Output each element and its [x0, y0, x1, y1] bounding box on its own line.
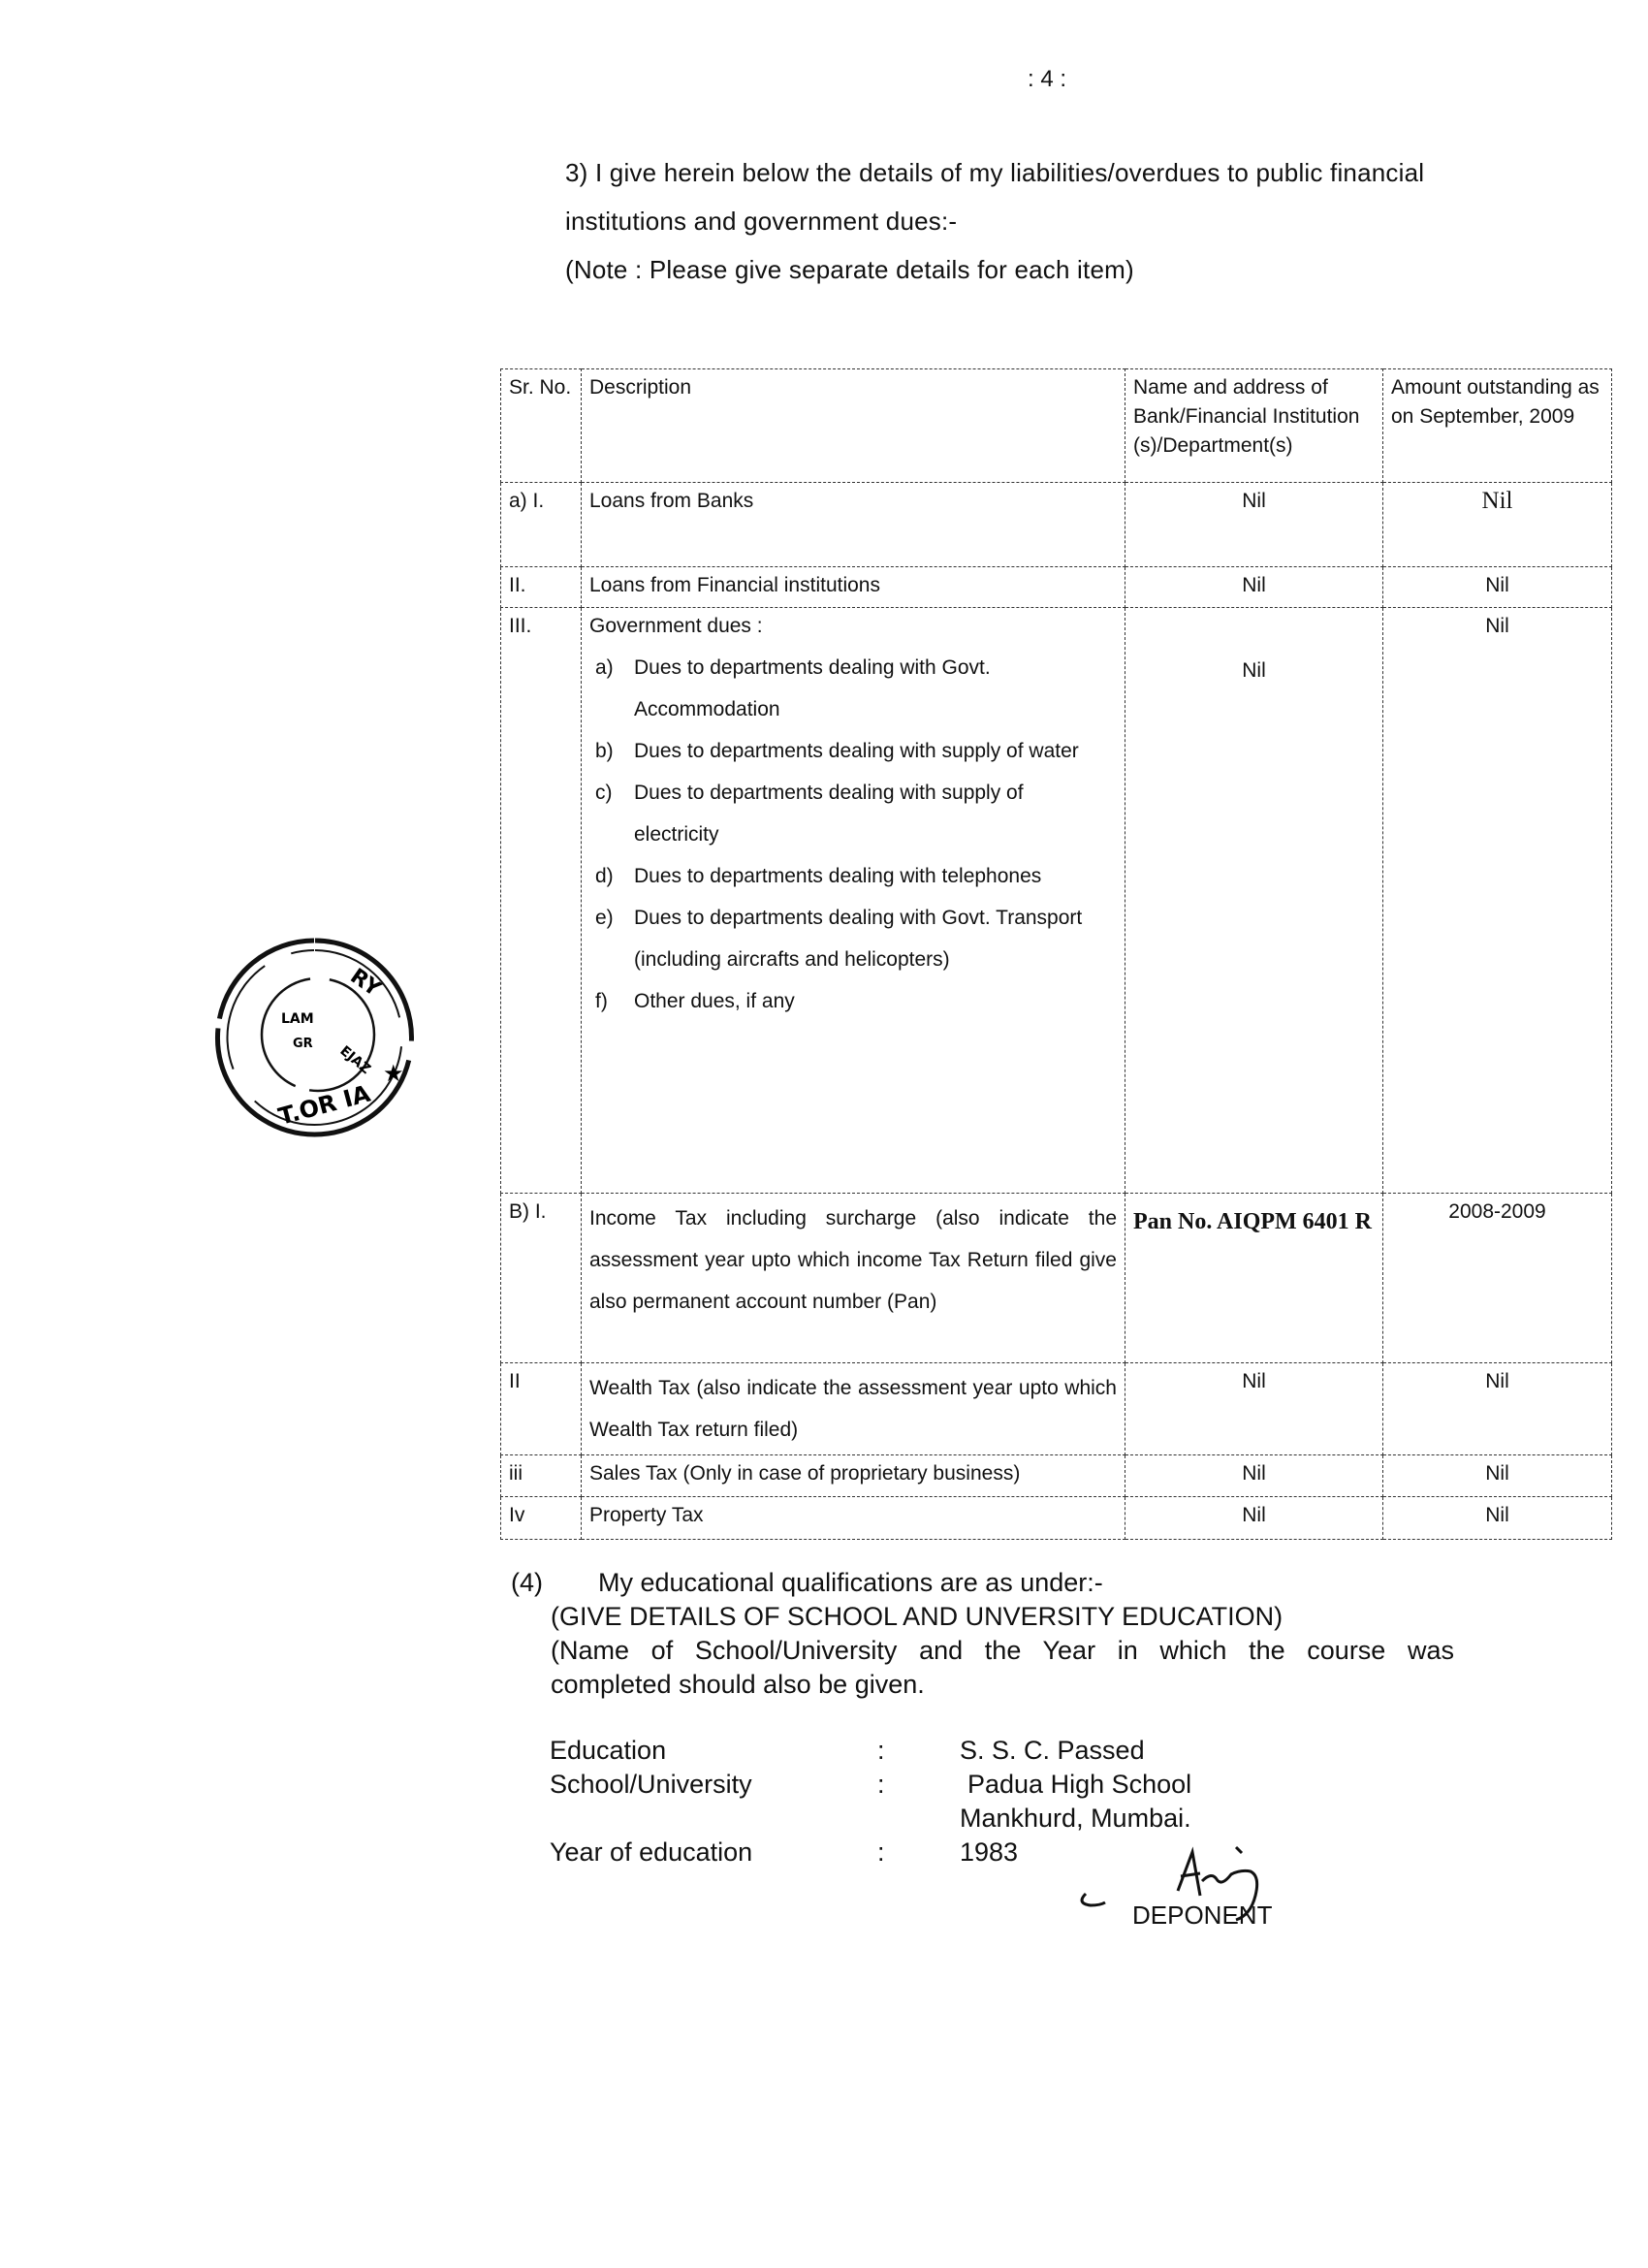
row-amount: 2008-2009: [1383, 1194, 1612, 1363]
table-row: [501, 1497, 1612, 1540]
field-label: School/University: [550, 1770, 752, 1799]
row-pan: Pan No. AIQPM 6401 R: [1125, 1194, 1383, 1363]
sub-item: [595, 855, 1107, 897]
row-sr: B) I.: [501, 1194, 582, 1363]
table-header-row: [501, 369, 1612, 483]
sub-text: Dues to departments dealing with telephones: [634, 865, 1042, 887]
sub-label: f): [595, 990, 608, 1012]
sub-item: [595, 647, 1107, 730]
field-value: S. S. C. Passed: [960, 1736, 1145, 1765]
row-amount: Nil: [1383, 1497, 1612, 1540]
row-sr: iii: [501, 1455, 582, 1497]
row-name: Nil: [1125, 1363, 1383, 1455]
separator: :: [877, 1837, 885, 1867]
row-amount: Nil: [1383, 567, 1612, 608]
table-row: [501, 608, 1612, 1194]
note: (Note : Please give separate details for each item): [565, 255, 1134, 284]
row-sr: III.: [501, 608, 582, 1194]
page-number: : 4 :: [1028, 66, 1067, 92]
row-amount: Nil: [1383, 1363, 1612, 1455]
sub-text: Other dues, if any: [634, 990, 795, 1012]
row-name: Nil: [1125, 1455, 1383, 1497]
row-desc: Wealth Tax (also indicate the assessment year upto which Wealth Tax return filed): [582, 1363, 1125, 1455]
row-sr: II: [501, 1363, 582, 1455]
svg-text:RY: RY: [345, 964, 385, 1003]
sub-label: b): [595, 740, 614, 762]
svg-text:GR: GR: [293, 1037, 313, 1051]
row-amount: Nil: [1383, 1455, 1612, 1497]
liabilities-table: [500, 368, 1612, 1540]
row-sr: II.: [501, 567, 582, 608]
sub-text: Dues to departments dealing with Govt. Transport (including aircrafts and helicopters): [634, 907, 1083, 971]
table-row: [501, 1363, 1612, 1455]
row-desc: [582, 608, 1125, 1194]
sub-item: [595, 772, 1107, 855]
row-name: Nil: [1125, 608, 1383, 1194]
svg-text:T.OR IA: T.OR IA: [275, 1079, 373, 1131]
section-4-line: (GIVE DETAILS OF SCHOOL AND UNVERSITY EDUCATION): [551, 1602, 1284, 1631]
section-4-line: completed should also be given.: [551, 1670, 925, 1699]
row-name: Nil: [1125, 567, 1383, 608]
header-name-address: Name and address of Bank/Financial Institution (s)/Department(s): [1125, 369, 1383, 483]
row-desc: Property Tax: [582, 1497, 1125, 1540]
separator: :: [877, 1736, 885, 1765]
row-desc: Sales Tax (Only in case of proprietary business): [582, 1455, 1125, 1497]
field-label: Education: [550, 1736, 667, 1765]
sub-label: d): [595, 865, 614, 887]
section-4-title: My educational qualifications are as under:-: [598, 1568, 1103, 1597]
education-labels: [550, 1734, 752, 1869]
sub-text: Dues to departments dealing with Govt. Accommodation: [634, 656, 991, 720]
table-row: [501, 483, 1612, 567]
table-row: [501, 1455, 1612, 1497]
row-desc: Loans from Banks: [582, 483, 1125, 567]
sub-item: [595, 897, 1107, 980]
header-sr-no: Sr. No.: [501, 369, 582, 483]
row-desc: Income Tax including surcharge (also indicate the assessment year upto which income Tax Return filed give also permanent account number (Pan): [582, 1194, 1125, 1363]
svg-text:★: ★: [383, 1060, 404, 1087]
header-amount: Amount outstanding as on September, 2009: [1383, 369, 1612, 483]
row-desc: Loans from Financial institutions: [582, 567, 1125, 608]
section-4-number: (4): [511, 1568, 543, 1597]
row-name: Nil: [1125, 1497, 1383, 1540]
section-3-intro: [565, 148, 1535, 294]
sub-text: Dues to departments dealing with supply of electricity: [634, 782, 1024, 846]
row-sr: Iv: [501, 1497, 582, 1540]
section-4-line: (Name of School/University and the Year in which the course was: [551, 1636, 1454, 1665]
row-amount: Nil: [1383, 608, 1612, 1194]
sub-label: c): [595, 782, 613, 804]
sub-item: [595, 730, 1107, 772]
sub-label: a): [595, 656, 614, 679]
education-separators: [877, 1734, 885, 1869]
section-4-body: [551, 1600, 1454, 1702]
field-label: Year of education: [550, 1837, 753, 1867]
row-amount: Nil: [1383, 483, 1612, 567]
separator: :: [877, 1770, 885, 1799]
svg-text:EJAZ: EJAZ: [336, 1042, 374, 1078]
field-value: Padua High School: [967, 1770, 1192, 1799]
sub-text: Dues to departments dealing with supply of water: [634, 740, 1079, 762]
table-row: [501, 1194, 1612, 1363]
deponent-label: DEPONENT: [1132, 1901, 1273, 1930]
row-name: Nil: [1125, 483, 1383, 567]
intro-line-1: 3) I give herein below the details of my liabilities/overdues to public financial: [565, 158, 1425, 187]
row-sr: a) I.: [501, 483, 582, 567]
table-row: [501, 567, 1612, 608]
sub-label: e): [595, 907, 614, 929]
official-seal-stamp: [204, 916, 427, 1149]
sub-item: [595, 980, 1107, 1022]
field-value: 1983: [960, 1837, 1019, 1867]
field-value: Mankhurd, Mumbai.: [960, 1804, 1191, 1833]
header-description: Description: [582, 369, 1125, 483]
gov-dues-title: Government dues :: [589, 615, 763, 637]
intro-line-2: institutions and government dues:-: [565, 207, 958, 236]
svg-text:LAM: LAM: [281, 1011, 314, 1027]
